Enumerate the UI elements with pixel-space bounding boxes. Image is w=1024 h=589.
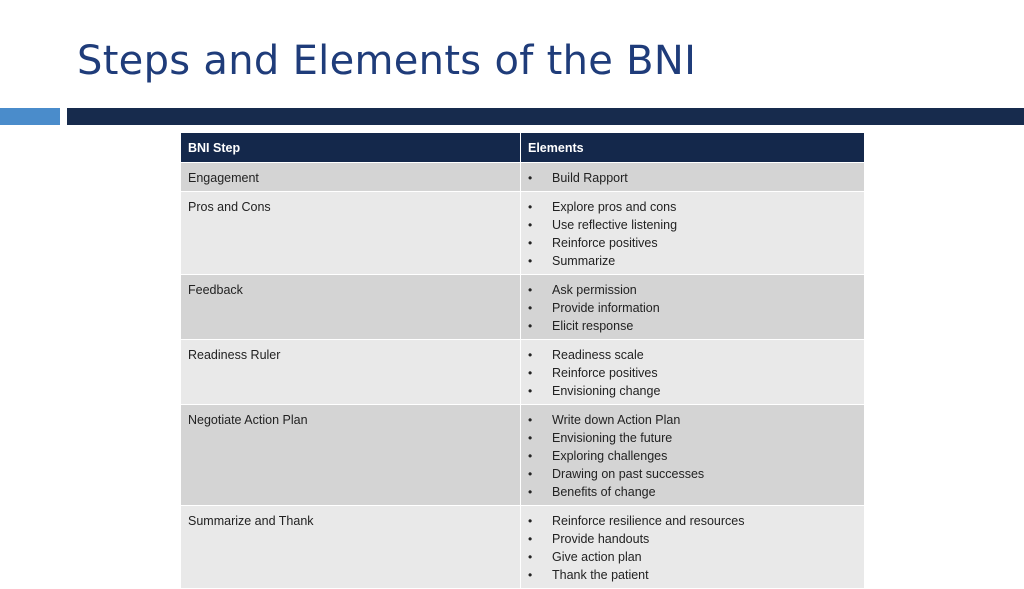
step-cell: Pros and Cons <box>181 192 521 275</box>
table-body <box>181 163 865 589</box>
elements-list <box>528 198 857 270</box>
elements-list <box>528 512 857 584</box>
step-cell: Negotiate Action Plan <box>181 405 521 506</box>
elements-cell <box>521 340 865 405</box>
list-item: • Summarize <box>528 252 857 270</box>
elements-list <box>528 169 857 187</box>
list-item: • Build Rapport <box>528 169 857 187</box>
step-cell: Feedback <box>181 275 521 340</box>
list-item: • Benefits of change <box>528 483 857 501</box>
list-item: • Exploring challenges <box>528 447 857 465</box>
elements-list <box>528 411 857 501</box>
elements-cell <box>521 506 865 589</box>
list-item: • Provide information <box>528 299 857 317</box>
column-header-elements: Elements <box>521 133 865 163</box>
table-row <box>181 163 865 192</box>
list-item: • Use reflective listening <box>528 216 857 234</box>
step-cell: Readiness Ruler <box>181 340 521 405</box>
list-item: • Thank the patient <box>528 566 857 584</box>
list-item: • Envisioning change <box>528 382 857 400</box>
list-item: • Give action plan <box>528 548 857 566</box>
list-item: • Elicit response <box>528 317 857 335</box>
accent-bar-dark <box>67 108 1024 125</box>
step-cell: Engagement <box>181 163 521 192</box>
list-item: • Write down Action Plan <box>528 411 857 429</box>
elements-cell <box>521 405 865 506</box>
table-row <box>181 405 865 506</box>
list-item: • Reinforce positives <box>528 234 857 252</box>
list-item: • Provide handouts <box>528 530 857 548</box>
step-cell: Summarize and Thank <box>181 506 521 589</box>
list-item: • Ask permission <box>528 281 857 299</box>
elements-list <box>528 346 857 400</box>
elements-cell <box>521 192 865 275</box>
slide-title: Steps and Elements of the BNI <box>77 38 697 84</box>
elements-cell <box>521 275 865 340</box>
elements-list <box>528 281 857 335</box>
accent-bar-light <box>0 108 60 125</box>
list-item: • Explore pros and cons <box>528 198 857 216</box>
table-row <box>181 506 865 589</box>
table-header-row <box>181 133 865 163</box>
list-item: • Reinforce resilience and resources <box>528 512 857 530</box>
elements-cell <box>521 163 865 192</box>
list-item: • Reinforce positives <box>528 364 857 382</box>
bni-steps-table <box>180 132 865 589</box>
table-row <box>181 275 865 340</box>
list-item: • Envisioning the future <box>528 429 857 447</box>
table-row <box>181 192 865 275</box>
table-row <box>181 340 865 405</box>
list-item: • Drawing on past successes <box>528 465 857 483</box>
list-item: • Readiness scale <box>528 346 857 364</box>
column-header-step: BNI Step <box>181 133 521 163</box>
